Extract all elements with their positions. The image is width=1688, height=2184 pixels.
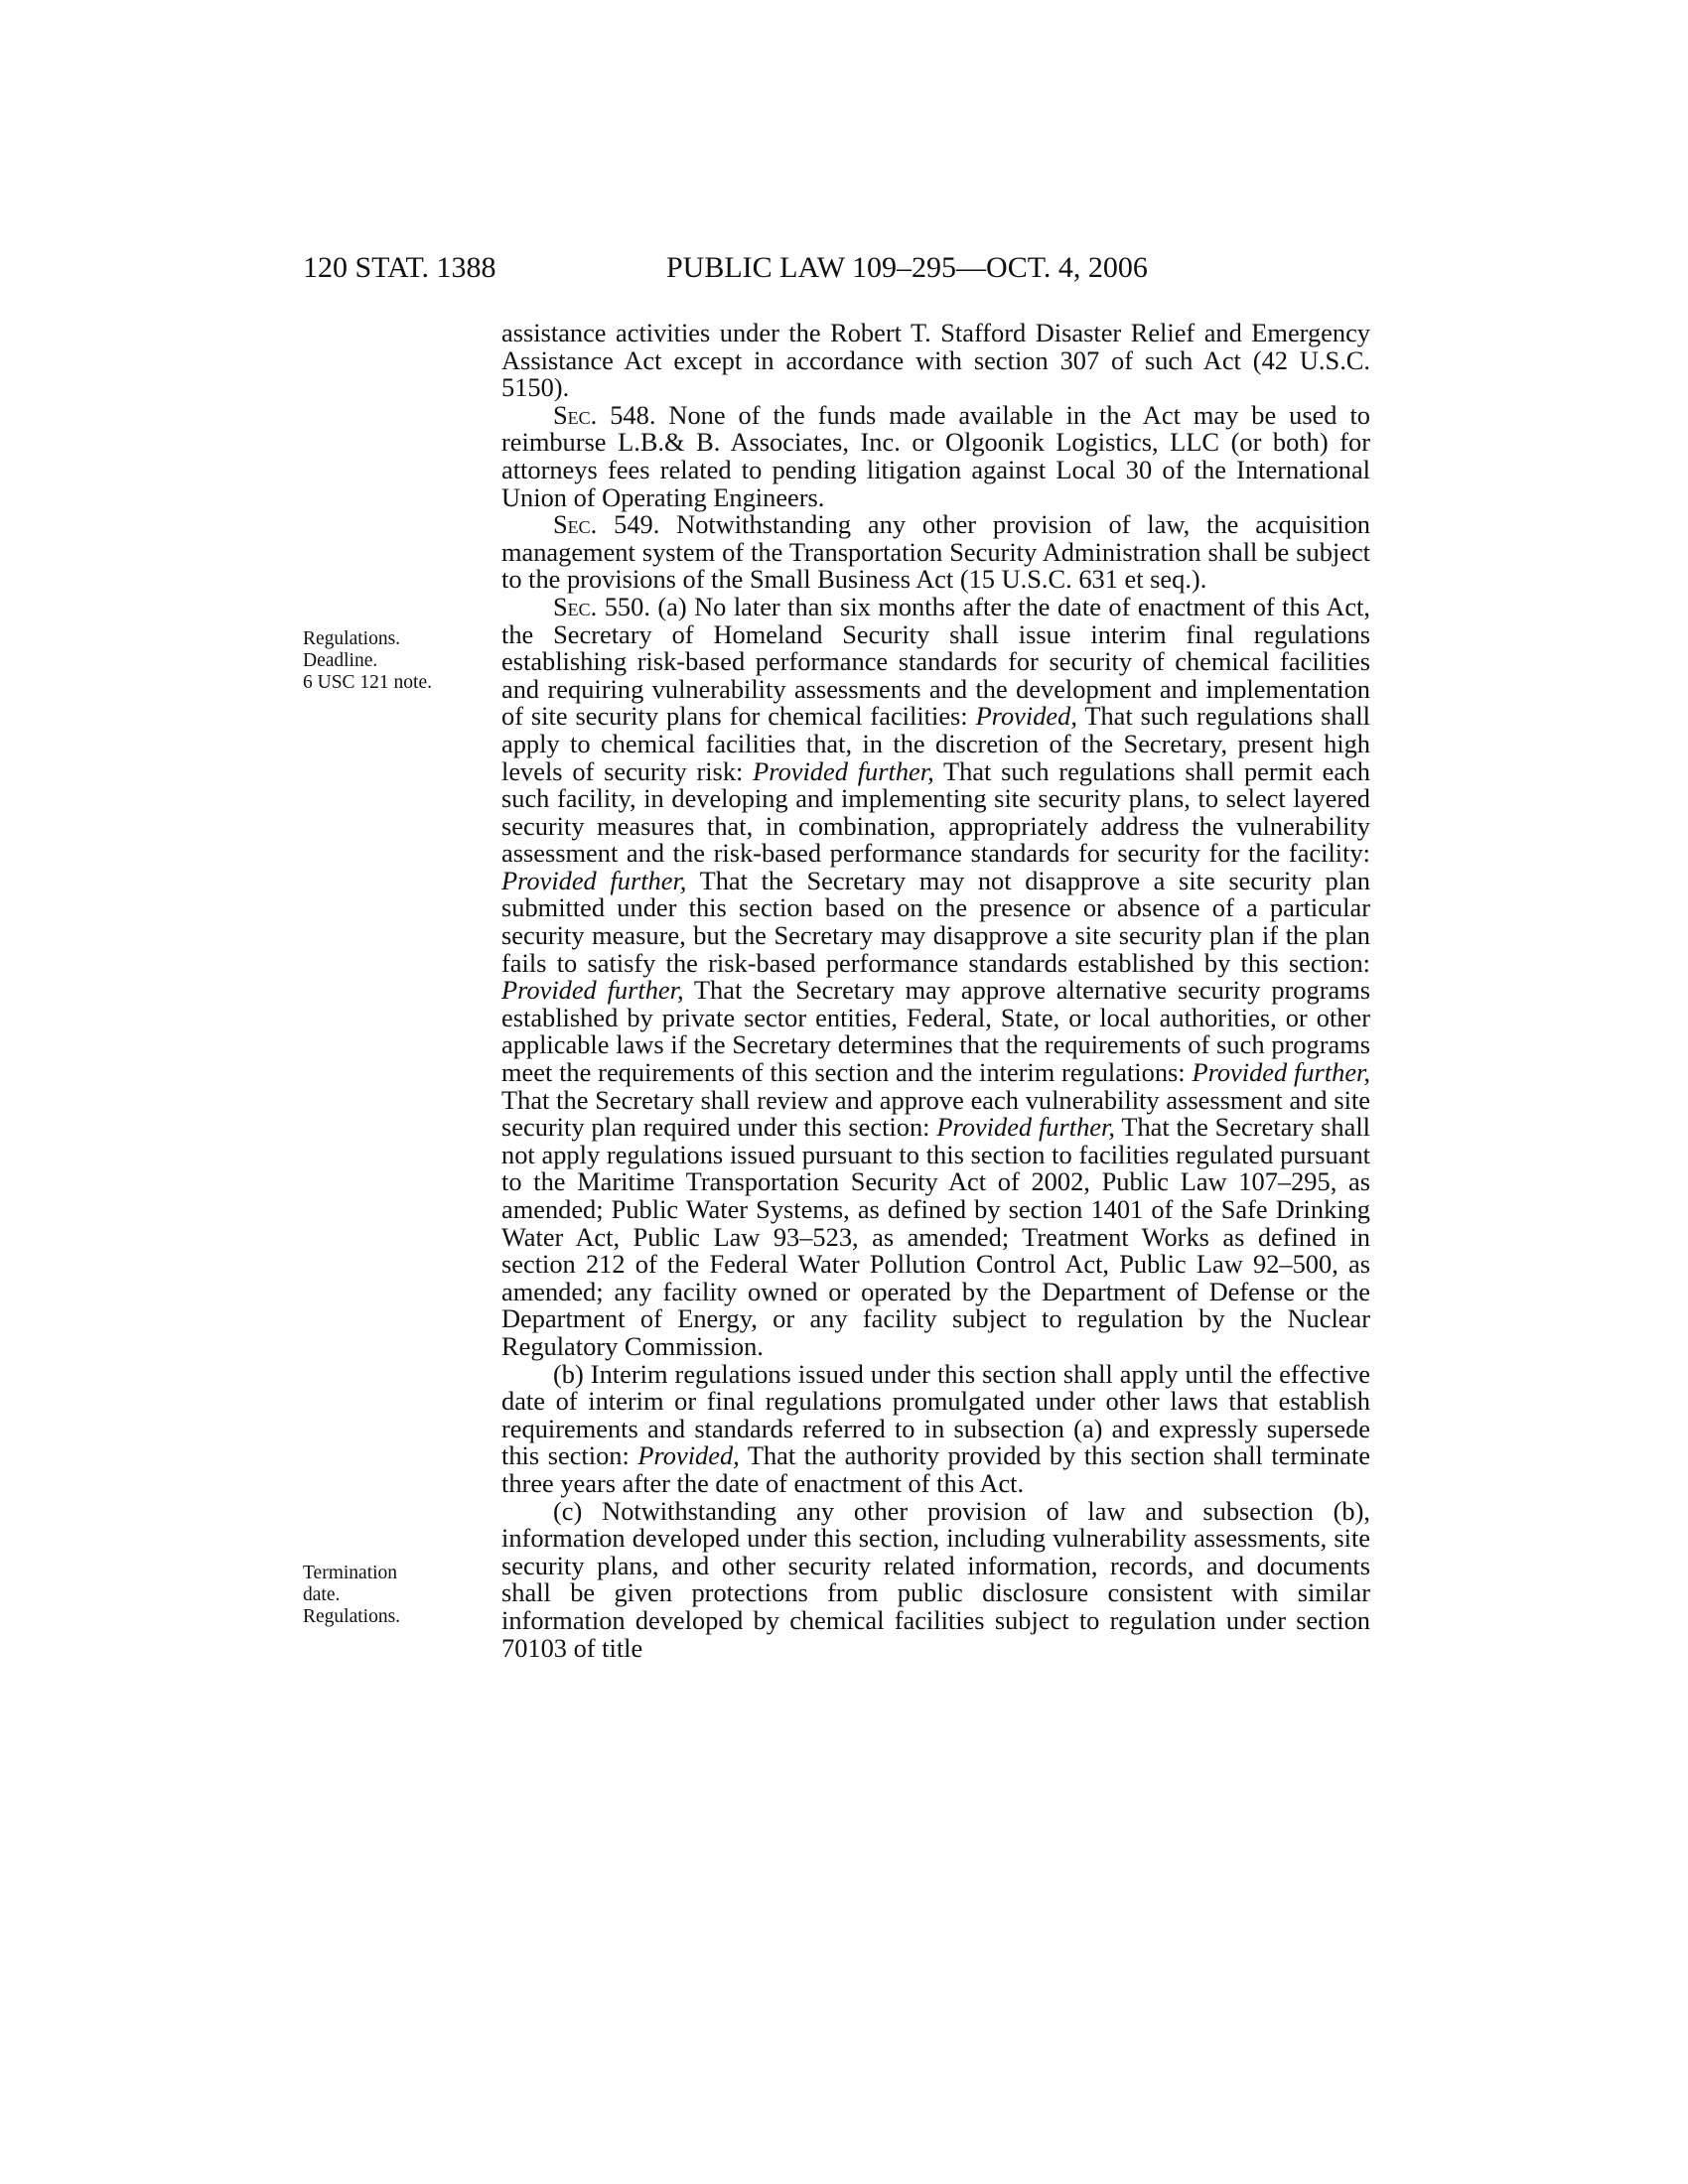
- statute-body: [501, 320, 1370, 1662]
- paragraph-text: That the Secretary may not disapprove a site security plan submitted under this section based on the presence or absence of a particular security measure, but the Secretary may disapprove a site security plan if the plan fails to satisfy the risk-based performance standards established by this section:: [501, 865, 1370, 978]
- section-label: Sec.: [553, 509, 598, 540]
- margin-note-line: Deadline.: [303, 650, 378, 671]
- page-header: [303, 248, 1370, 288]
- paragraph-text: (b) Interim regulations issued under this section shall apply until the effective date of interim or final regulations promulgated under other laws that establish requirements and standards referred to in subsection (a) and expressly supersede this section:: [501, 1358, 1370, 1471]
- section-549: [501, 511, 1370, 594]
- paragraph-text: That the Secretary may approve alternative security programs established by private sector entities, Federal, State, or local authorities, or other applicable laws if the Secretary determines that the requirements of such programs meet the requirements of this section and the interim regulations:: [501, 975, 1370, 1088]
- statute-page-number: 120 STAT. 1388: [303, 251, 496, 284]
- paragraph-text: That the Secretary shall not apply regulations issued pursuant to this section to facilities regulated pursuant to the Maritime Transportation Security Act of 2002, Public Law 107–295, as amended; Public Water Systems, as defined by section 1401 of the Safe Drinking Water Act, Public Law 93–523, as amended; Treatment Works as defined in section 212 of the Federal Water Pollution Control Act, Public Law 92–500, as amended; any facility owned or operated by the Department of Defense or the Department of Energy, or any facility subject to regulation by the Nuclear Regulatory Commission.: [501, 1112, 1370, 1361]
- margin-note-line: date.: [303, 1584, 341, 1605]
- paragraph-text: 550. (a) No later than six months after the date of enactment of this Act, the Secretary of Homeland Security shall issue interim final regulations establishing risk-based performance standards for security of chemical facilities and requiring vulnerability assessments and the development and implementation of site security plans for chemical facilities:: [501, 591, 1370, 732]
- paragraph-text: That such regulations shall permit each such facility, in developing and implementing site security plans, to select layered security measures that, in combination, appropriately address the vulnerability assessment and the risk-based performance standards for security for the facility:: [501, 755, 1370, 869]
- proviso-term: Provided further,: [501, 975, 684, 1006]
- paragraph-text: assistance activities under the Robert T. Stafford Disaster Relief and Emergency Assistance Act except in accordance with section 307 of such Act (42 U.S.C. 5150).: [501, 318, 1370, 403]
- section-548: [501, 399, 1370, 512]
- section-550-a: [501, 591, 1371, 1361]
- paragraph-text: That the Secretary shall review and approve each vulnerability assessment and site security plan required under this section:: [501, 1084, 1370, 1143]
- paragraph-text: 549. Notwithstanding any other provision of law, the acquisition management system of the Transportation Security Administration shall be subject to the provisions of the Small Business Act (15 U.S.C. 631 et seq.).: [501, 509, 1370, 595]
- margin-note-line: 6 USC 121 note.: [303, 672, 433, 693]
- margin-note-line: Regulations.: [303, 1606, 401, 1627]
- proviso-term: Provided further,: [753, 755, 934, 786]
- public-law-title: PUBLIC LAW 109–295—OCT. 4, 2006: [666, 251, 1148, 284]
- proviso-term: Provided further,: [1192, 1057, 1371, 1088]
- margin-note-line: Termination: [303, 1563, 398, 1583]
- paragraph-text: 548. None of the funds made available in the Act may be used to reimburse L.B.& B. Associates, Inc. or Olgoonik Logistics, LLC (or both) for attorneys fees related to pending litigation against Local 30 of the International Union of Operating Engineers.: [501, 399, 1370, 512]
- paragraph-text: That the authority provided by this section shall terminate three years after the date of enactment of this Act.: [501, 1440, 1370, 1498]
- paragraph-continuation: [501, 320, 1370, 402]
- margin-note-sec550: [303, 628, 472, 694]
- section-label: Sec.: [553, 591, 598, 621]
- section-550-b: [501, 1358, 1370, 1498]
- margin-note-termination: [303, 1563, 472, 1628]
- section-550-c: [501, 1495, 1370, 1663]
- proviso-term: Provided,: [637, 1440, 740, 1471]
- paragraph-text: That such regulations shall apply to chemical facilities that, in the discretion of the Secretary, present high levels of security risk:: [501, 701, 1370, 786]
- section-label: Sec.: [553, 399, 598, 430]
- proviso-term: Provided further,: [501, 865, 687, 895]
- proviso-term: Provided,: [975, 701, 1077, 732]
- margin-note-line: Regulations.: [303, 628, 401, 649]
- paragraph-text: (c) Notwithstanding any other provision of law and subsection (b), information developed under this section, including vulnerability assessments, site security plans, and other security related information, records, and documents shall be given protections from public disclosure consistent with similar information developed by chemical facilities subject to regulation under section 70103 of title: [501, 1495, 1370, 1663]
- proviso-term: Provided further,: [936, 1112, 1115, 1143]
